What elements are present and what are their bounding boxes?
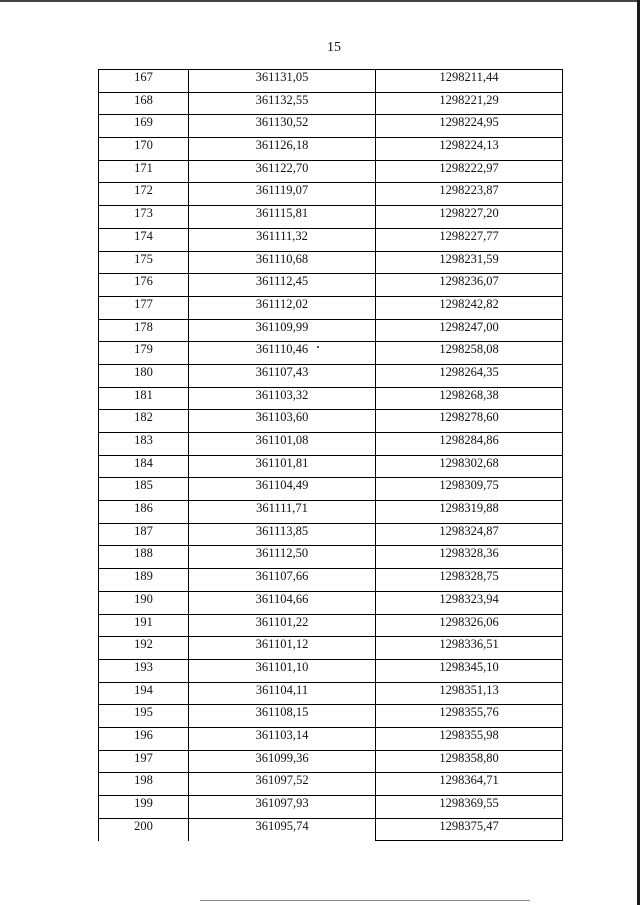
point-number-cell: 180	[99, 364, 189, 387]
table-row	[99, 92, 563, 115]
x-coordinate-cell: 361101,22	[189, 614, 376, 637]
table-row	[99, 796, 563, 819]
point-number-cell: 200	[99, 818, 189, 841]
table-row	[99, 251, 563, 274]
y-coordinate-cell: 1298319,88	[376, 501, 563, 524]
point-number-cell: 185	[99, 478, 189, 501]
point-number-cell: 197	[99, 750, 189, 773]
x-coordinate-cell: 361111,32	[189, 228, 376, 251]
table-row	[99, 614, 563, 637]
point-number-cell: 188	[99, 546, 189, 569]
x-coordinate-cell: 361103,14	[189, 727, 376, 750]
y-coordinate-cell: 1298231,59	[376, 251, 563, 274]
table-row	[99, 455, 563, 478]
y-coordinate-cell: 1298324,87	[376, 523, 563, 546]
table-row	[99, 501, 563, 524]
x-coordinate-cell: 361104,11	[189, 682, 376, 705]
table-row	[99, 433, 563, 456]
y-coordinate-cell: 1298242,82	[376, 296, 563, 319]
x-coordinate-cell: 361101,08	[189, 433, 376, 456]
point-number-cell: 192	[99, 637, 189, 660]
y-coordinate-cell: 1298328,75	[376, 569, 563, 592]
point-number-cell: 194	[99, 682, 189, 705]
table-row	[99, 364, 563, 387]
x-coordinate-cell: 361109,99	[189, 319, 376, 342]
point-number-cell: 178	[99, 319, 189, 342]
point-number-cell: 170	[99, 138, 189, 161]
x-coordinate-cell: 361097,93	[189, 796, 376, 819]
table-row	[99, 274, 563, 297]
y-coordinate-cell: 1298328,36	[376, 546, 563, 569]
scan-line-bottom	[200, 900, 530, 901]
scan-border-top	[0, 0, 640, 2]
point-number-cell: 167	[99, 70, 189, 93]
y-coordinate-cell: 1298247,00	[376, 319, 563, 342]
point-number-cell: 191	[99, 614, 189, 637]
table-row	[99, 183, 563, 206]
table-row	[99, 387, 563, 410]
x-coordinate-cell: 361099,36	[189, 750, 376, 773]
y-coordinate-cell: 1298227,77	[376, 228, 563, 251]
point-number-cell: 195	[99, 705, 189, 728]
coordinates-table	[98, 69, 563, 841]
x-coordinate-cell: 361113,85	[189, 523, 376, 546]
y-coordinate-cell: 1298369,55	[376, 796, 563, 819]
table-row	[99, 296, 563, 319]
table-row	[99, 818, 563, 841]
table-row	[99, 115, 563, 138]
table-row	[99, 228, 563, 251]
point-number-cell: 173	[99, 206, 189, 229]
table-row	[99, 750, 563, 773]
x-coordinate-cell: 361112,50	[189, 546, 376, 569]
table-row	[99, 591, 563, 614]
point-number-cell: 189	[99, 569, 189, 592]
x-coordinate-cell: 361101,81	[189, 455, 376, 478]
y-coordinate-cell: 1298224,13	[376, 138, 563, 161]
y-coordinate-cell: 1298336,51	[376, 637, 563, 660]
point-number-cell: 169	[99, 115, 189, 138]
y-coordinate-cell: 1298284,86	[376, 433, 563, 456]
x-coordinate-cell: 361122,70	[189, 160, 376, 183]
x-coordinate-cell: 361103,32	[189, 387, 376, 410]
y-coordinate-cell: 1298222,97	[376, 160, 563, 183]
x-coordinate-cell: 361104,49	[189, 478, 376, 501]
y-coordinate-cell: 1298355,98	[376, 727, 563, 750]
y-coordinate-cell: 1298224,95	[376, 115, 563, 138]
x-coordinate-cell: 361132,55	[189, 92, 376, 115]
y-coordinate-cell: 1298258,08	[376, 342, 563, 365]
x-coordinate-cell: 361107,66	[189, 569, 376, 592]
table-row	[99, 569, 563, 592]
x-coordinate-cell: 361108,15	[189, 705, 376, 728]
table-row	[99, 206, 563, 229]
y-coordinate-cell: 1298221,29	[376, 92, 563, 115]
table-row	[99, 410, 563, 433]
y-coordinate-cell: 1298211,44	[376, 70, 563, 93]
x-coordinate-cell: 361112,02	[189, 296, 376, 319]
table-row	[99, 478, 563, 501]
point-number-cell: 179	[99, 342, 189, 365]
point-number-cell: 174	[99, 228, 189, 251]
table-row	[99, 682, 563, 705]
y-coordinate-cell: 1298375,47	[376, 818, 563, 841]
y-coordinate-cell: 1298355,76	[376, 705, 563, 728]
point-number-cell: 186	[99, 501, 189, 524]
table-row	[99, 659, 563, 682]
x-coordinate-cell: 361111,71	[189, 501, 376, 524]
x-coordinate-cell: 361112,45	[189, 274, 376, 297]
table-row	[99, 727, 563, 750]
y-coordinate-cell: 1298268,38	[376, 387, 563, 410]
x-coordinate-cell: 361101,12	[189, 637, 376, 660]
table-row	[99, 342, 563, 365]
point-number-cell: 196	[99, 727, 189, 750]
x-coordinate-cell: 361131,05	[189, 70, 376, 93]
y-coordinate-cell: 1298278,60	[376, 410, 563, 433]
x-coordinate-cell: 361097,52	[189, 773, 376, 796]
point-number-cell: 199	[99, 796, 189, 819]
x-coordinate-cell: 361130,52	[189, 115, 376, 138]
point-number-cell: 182	[99, 410, 189, 433]
point-number-cell: 176	[99, 274, 189, 297]
x-coordinate-cell: 361110,46	[189, 342, 376, 365]
table-row	[99, 523, 563, 546]
point-number-cell: 184	[99, 455, 189, 478]
point-number-cell: 172	[99, 183, 189, 206]
x-coordinate-cell: 361103,60	[189, 410, 376, 433]
scan-speck	[317, 346, 319, 348]
x-coordinate-cell: 361104,66	[189, 591, 376, 614]
y-coordinate-cell: 1298364,71	[376, 773, 563, 796]
y-coordinate-cell: 1298326,06	[376, 614, 563, 637]
x-coordinate-cell: 361095,74	[189, 818, 376, 841]
x-coordinate-cell: 361110,68	[189, 251, 376, 274]
point-number-cell: 175	[99, 251, 189, 274]
point-number-cell: 190	[99, 591, 189, 614]
table-row	[99, 160, 563, 183]
x-coordinate-cell: 361101,10	[189, 659, 376, 682]
table-row	[99, 705, 563, 728]
coordinates-table-body	[99, 70, 563, 841]
y-coordinate-cell: 1298351,13	[376, 682, 563, 705]
point-number-cell: 177	[99, 296, 189, 319]
y-coordinate-cell: 1298345,10	[376, 659, 563, 682]
point-number-cell: 171	[99, 160, 189, 183]
y-coordinate-cell: 1298236,07	[376, 274, 563, 297]
x-coordinate-cell: 361115,81	[189, 206, 376, 229]
y-coordinate-cell: 1298264,35	[376, 364, 563, 387]
table-row	[99, 319, 563, 342]
point-number-cell: 181	[99, 387, 189, 410]
page-number: 15	[327, 40, 341, 55]
point-number-cell: 193	[99, 659, 189, 682]
y-coordinate-cell: 1298309,75	[376, 478, 563, 501]
y-coordinate-cell: 1298323,94	[376, 591, 563, 614]
y-coordinate-cell: 1298302,68	[376, 455, 563, 478]
point-number-cell: 168	[99, 92, 189, 115]
x-coordinate-cell: 361119,07	[189, 183, 376, 206]
x-coordinate-cell: 361126,18	[189, 138, 376, 161]
table-row	[99, 138, 563, 161]
x-coordinate-cell: 361107,43	[189, 364, 376, 387]
y-coordinate-cell: 1298223,87	[376, 183, 563, 206]
point-number-cell: 183	[99, 433, 189, 456]
y-coordinate-cell: 1298358,80	[376, 750, 563, 773]
table-row	[99, 637, 563, 660]
table-row	[99, 773, 563, 796]
table-row	[99, 546, 563, 569]
point-number-cell: 198	[99, 773, 189, 796]
y-coordinate-cell: 1298227,20	[376, 206, 563, 229]
point-number-cell: 187	[99, 523, 189, 546]
table-row	[99, 70, 563, 93]
